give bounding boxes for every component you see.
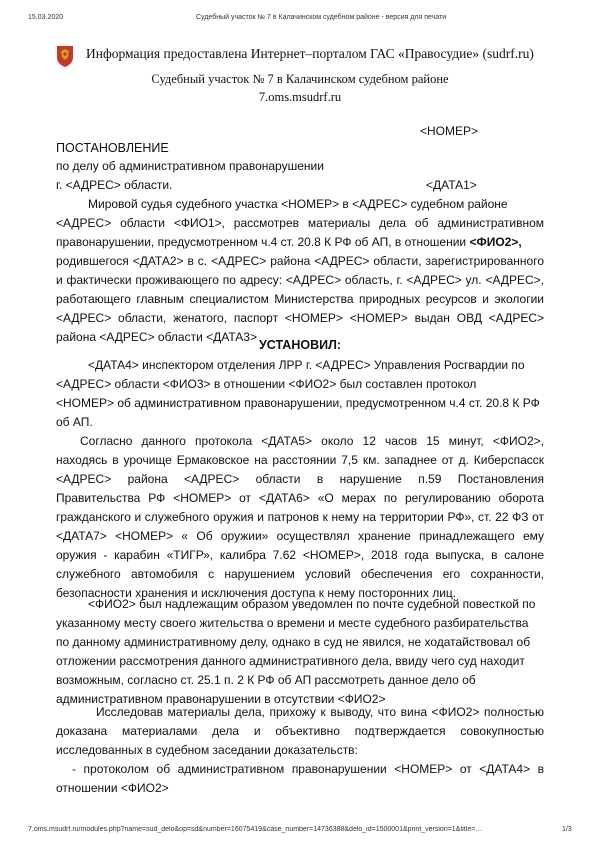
- text-line: гражданского и служебного оружия и патронов к нему на территории РФ», ст. 22 ФЗ от: [56, 510, 544, 524]
- paragraph-violation: [56, 432, 544, 603]
- text-line: правонарушении, предусмотренном ч.4 ст. 20.8 К РФ об АП, в отношении: [56, 235, 470, 249]
- document-heading: ПОСТАНОВЛЕНИЕ: [56, 141, 169, 155]
- text-line: <АДРЕС> области <ФИО3> в отношении <ФИО2> был составлен протокол: [56, 377, 477, 391]
- text-line: служебного автомобиля с нарушением условий обеспечения его сохранности,: [56, 567, 544, 581]
- text-line: Исследовав материалы дела, прихожу к выводу, что вина <ФИО2> полностью: [96, 705, 544, 719]
- text-line: - протоколом об административном правонарушении <НОМЕР> от <ДАТА4> в: [72, 762, 544, 776]
- text-line: Мировой судья судебного участка <НОМЕР> в <АДРЕС> судебном районе: [88, 197, 508, 211]
- text-line: <ФИО2> был надлежащим образом уведомлен по почте судебной повесткой по: [88, 597, 536, 611]
- text-line: доказана материалами дела и объективно подтверждается совокупностью: [56, 724, 544, 738]
- print-title: Судебный участок № 7 в Калачинском судебном районе - версия для печати: [196, 14, 447, 21]
- text-line: <НОМЕР> об административном правонарушении, предусмотренном ч.4 ст. 20.8 К РФ: [56, 396, 540, 410]
- text-line: указанному месту своего жительства о времени и месте судебного разбирательства: [56, 616, 529, 630]
- text-line: района <АДРЕС> области <ДАТА3>: [56, 330, 257, 344]
- coat-of-arms-icon: [55, 44, 75, 68]
- text-line: Правительства РФ <НОМЕР> от <ДАТА6> «О мерах по регулированию оборота: [56, 491, 544, 505]
- text-line: отложении рассмотрения данного административного дела, ввиду чего суд находит: [56, 654, 525, 668]
- document-place: г. <АДРЕС> области.: [56, 178, 173, 192]
- page-number: 1/3: [562, 826, 572, 833]
- paragraph-protocol: [56, 356, 544, 432]
- established-heading: УСТАНОВИЛ:: [258, 338, 342, 352]
- text-line: находясь в урочище Ермаковское на расстоянии 7,5 км. западнее от д. Киберспасск: [56, 453, 544, 467]
- text-line: <ДАТА4> инспектором отделения ЛРР г. <АДРЕС> Управления Росгвардии по: [88, 358, 525, 372]
- text-line: административном правонарушении в отсутствии <ФИО2>: [56, 692, 386, 706]
- paragraph-notification: [56, 595, 544, 709]
- print-url: 7.oms.msudrf.ru/modules.php?name=sud_delo&op=sd&number=16075419&case_number=14736388&delo_id=1500001&print_version=1&title=…: [28, 826, 483, 833]
- text-line: <АДРЕС> области <ФИО1>, рассмотрев материалы дела об административном: [56, 216, 544, 230]
- paragraph-conclusion: [56, 703, 544, 760]
- document-date: <ДАТА1>: [426, 178, 477, 192]
- text-line: отношении <ФИО2>: [56, 781, 169, 795]
- text-line: исследованных в судебном заседании доказательств:: [56, 743, 358, 757]
- defendant-name: <ФИО2>,: [469, 235, 522, 249]
- text-line: <АДРЕС> района <АДРЕС> области в нарушение п.59 Постановления: [56, 472, 544, 486]
- text-line: [56, 233, 544, 252]
- text-line: работающего главным специалистом Министерства природных ресурсов и экологии: [56, 292, 544, 306]
- text-line: возможным, согласно ст. 25.1 п. 2 К РФ об АП рассмотреть данное дело об: [56, 673, 476, 687]
- text-line: и фактически проживающего по адресу: <АДРЕС> область, г. <АДРЕС> ул. <АДРЕС>,: [56, 273, 544, 287]
- text-line: <АДРЕС> области, женатого, паспорт <НОМЕР> <НОМЕР> выдан ОВД <АДРЕС>: [56, 311, 544, 325]
- text-line: <ДАТА7> <НОМЕР> « Об оружии» осуществлял хранение принадлежащего ему: [56, 529, 544, 543]
- intro-paragraph: [56, 195, 544, 347]
- paragraph-evidence: [56, 760, 544, 798]
- text-line: родившегося <ДАТА2> в с. <АДРЕС> района <АДРЕС> области, зарегистрированного: [56, 254, 544, 268]
- text-line: Согласно данного протокола <ДАТА5> около 12 часов 15 минут, <ФИО2>,: [80, 434, 544, 448]
- text-line: безопасности хранения и исключения доступа к нему посторонних лиц.: [56, 586, 457, 600]
- court-domain: 7.oms.msudrf.ru: [258, 90, 342, 104]
- document-number: <НОМЕР>: [420, 124, 479, 138]
- portal-info: Информация предоставлена Интернет–порталом ГАС «Правосудие» (sudrf.ru): [86, 46, 534, 61]
- text-line: оружия - карабин «ТИГР», калибра 7.62 <НОМЕР>, 2018 года выпуска, в салоне: [56, 548, 544, 562]
- court-name: Судебный участок № 7 в Калачинском судебном районе: [151, 72, 449, 86]
- print-date: 15.03.2020: [28, 14, 64, 21]
- text-line: об АП.: [56, 415, 93, 429]
- text-line: по данному административному делу, однако в суд не явился, не ходатайствовал об: [56, 635, 531, 649]
- document-subheading: по делу об административном правонарушении: [56, 159, 324, 173]
